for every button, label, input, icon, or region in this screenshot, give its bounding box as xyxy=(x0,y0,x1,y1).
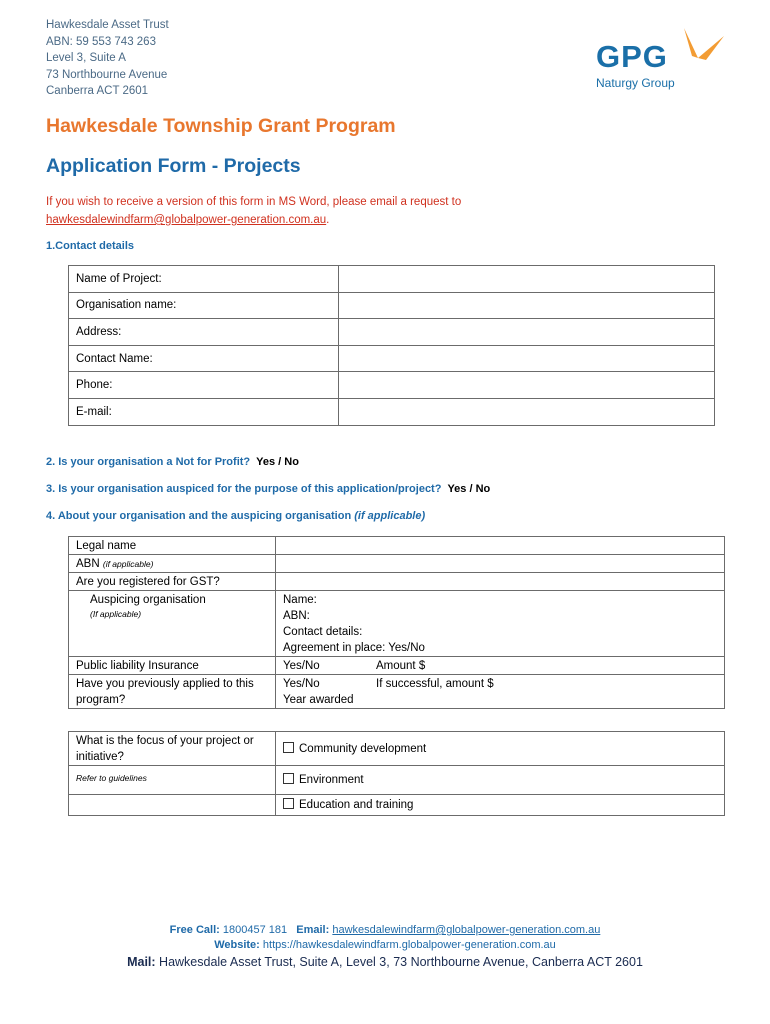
label-previously-applied: Have you previously applied to this program? xyxy=(69,675,276,709)
focus-empty-cell xyxy=(69,795,276,816)
input-contact-name[interactable] xyxy=(339,345,715,372)
checkbox-icon[interactable] xyxy=(283,742,294,753)
label-phone: Phone: xyxy=(69,372,339,399)
input-phone[interactable] xyxy=(339,372,715,399)
logo-text: GPG xyxy=(596,39,668,74)
section3-answer[interactable]: Yes / No xyxy=(447,483,491,495)
butterfly-icon xyxy=(678,26,728,68)
option-community-development[interactable]: Community development xyxy=(276,732,725,766)
address-line: Canberra ACT 2601 xyxy=(46,85,149,98)
label-organisation-name: Organisation name: xyxy=(69,292,339,319)
section3-question: 3. Is your organisation auspiced for the purpose of this application/project? Yes / No xyxy=(46,483,491,495)
checkbox-icon[interactable] xyxy=(283,798,294,809)
notice-text: If you wish to receive a version of this form in MS Word, please email a request to xyxy=(46,196,462,208)
address-line: Level 3, Suite A xyxy=(46,52,126,65)
footer-email-link[interactable]: hawkesdalewindfarm@globalpower-generation.com.au xyxy=(332,924,601,936)
public-liability-field[interactable]: Yes/No Amount $ xyxy=(276,657,725,675)
section1-heading: 1.Contact details xyxy=(46,240,135,252)
form-subtitle: Application Form - Projects xyxy=(46,155,301,177)
previously-applied-field[interactable]: Yes/No If successful, amount $ Year awarded xyxy=(276,675,725,709)
label-gst: Are you registered for GST? xyxy=(69,573,276,591)
label-public-liability: Public liability Insurance xyxy=(69,657,276,675)
notice-email-link[interactable]: hawkesdalewindfarm@globalpower-generation.com.au xyxy=(46,214,327,226)
focus-note: Refer to guidelines xyxy=(69,766,276,795)
address-line: 73 Northbourne Avenue xyxy=(46,68,168,81)
footer-contact: Free Call: 1800457 181 Email: hawkesdalewindfarm@globalpower-generation.com.au xyxy=(169,924,601,936)
page-title: Hawkesdale Township Grant Program xyxy=(46,115,396,137)
notice-end: . xyxy=(326,214,330,226)
label-focus-question: What is the focus of your project or initiative? xyxy=(69,732,276,766)
label-auspicing: Auspicing organisation (If applicable) xyxy=(69,591,276,657)
input-project-name[interactable] xyxy=(339,266,715,293)
input-abn[interactable] xyxy=(276,555,725,573)
footer-mail: Mail: Hawkesdale Asset Trust, Suite A, Level 3, 73 Northbourne Avenue, Canberra ACT 2601 xyxy=(127,955,643,969)
gpg-logo xyxy=(594,26,729,96)
input-email[interactable] xyxy=(339,398,715,425)
address-line: ABN: 59 553 743 263 xyxy=(46,35,156,48)
footer-website: Website: https://hawkesdalewindfarm.globalpower-generation.com.au xyxy=(214,939,556,951)
section2-question: 2. Is your organisation a Not for Profit? Yes / No xyxy=(46,456,299,468)
section4-heading-note: (if applicable) xyxy=(354,510,426,522)
checkbox-icon[interactable] xyxy=(283,773,294,784)
label-contact-name: Contact Name: xyxy=(69,345,339,372)
sender-address xyxy=(46,17,169,100)
label-address: Address: xyxy=(69,319,339,346)
section4-heading: 4. About your organisation and the auspicing organisation (if applicable) xyxy=(46,510,426,522)
input-address[interactable] xyxy=(339,319,715,346)
label-project-name: Name of Project: xyxy=(69,266,339,293)
logo-subtext: Naturgy Group xyxy=(596,76,675,90)
input-organisation-name[interactable] xyxy=(339,292,715,319)
input-legal-name[interactable] xyxy=(276,537,725,555)
focus-table xyxy=(68,731,725,816)
organisation-table xyxy=(68,536,725,709)
label-email: E-mail: xyxy=(69,398,339,425)
footer-website-link[interactable]: https://hawkesdalewindfarm.globalpower-generation.com.au xyxy=(262,939,556,951)
section2-answer[interactable]: Yes / No xyxy=(256,456,299,468)
label-legal-name: Legal name xyxy=(69,537,276,555)
option-environment[interactable]: Environment xyxy=(276,766,725,795)
auspicing-details[interactable]: Name: ABN: Contact details: Agreement in place: Yes/No xyxy=(276,591,725,657)
option-education-training[interactable]: Education and training xyxy=(276,795,725,816)
label-abn: ABN (if applicable) xyxy=(69,555,276,573)
input-gst[interactable] xyxy=(276,573,725,591)
word-version-notice xyxy=(46,193,461,229)
address-line: Hawkesdale Asset Trust xyxy=(46,19,169,31)
contact-details-table xyxy=(68,265,715,426)
